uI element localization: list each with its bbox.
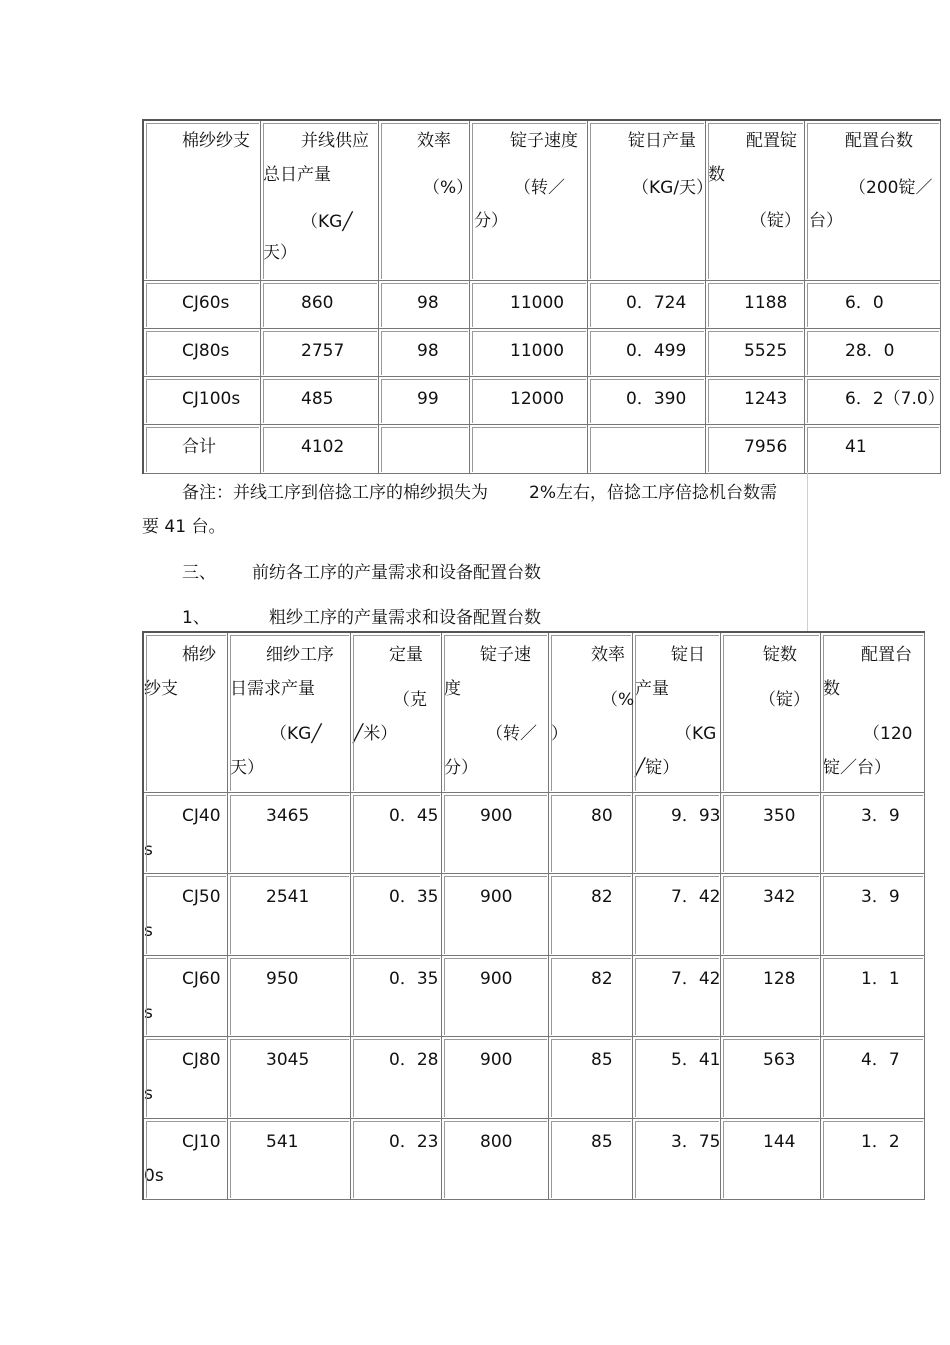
header-spindle-speed: 锭子速 度 （转／ 分）: [442, 633, 549, 793]
table-cell: 0．45: [351, 793, 442, 874]
table-cell: 0．390: [588, 377, 706, 425]
header-spindle-output: 锭日 产量 （KG ╱锭）: [633, 633, 721, 793]
table-cell: 5．41: [633, 1037, 721, 1119]
table-cell: 3045: [228, 1037, 351, 1119]
table-row: CJ10 0s: [144, 1119, 228, 1200]
header-spindle-output: 锭日产量 （KG/天）: [588, 121, 706, 281]
table-cell: 82: [549, 956, 633, 1037]
table-cell: [470, 425, 588, 474]
table-cell: 7．42: [633, 956, 721, 1037]
table-cell: 3．9: [821, 793, 925, 874]
table-cell: 563: [721, 1037, 821, 1119]
table-cell: 85: [549, 1119, 633, 1200]
table-cell: 342: [721, 874, 821, 956]
table-cell: 1．2: [821, 1119, 925, 1200]
table-cell: 98: [379, 329, 470, 377]
section-number: 三、: [182, 563, 216, 583]
subsection-title: 粗纱工序的产量需求和设备配置台数: [269, 608, 541, 628]
table-cell: 41: [805, 425, 941, 474]
table-cell: 2541: [228, 874, 351, 956]
note-line-1a: 备注：并线工序到倍捻工序的棉纱损失为: [182, 483, 488, 503]
table-cell: 9．93: [633, 793, 721, 874]
table-cell: 6．2（7.0）: [805, 377, 941, 425]
header-efficiency: 效率 （% ）: [549, 633, 633, 793]
table-cell: 950: [228, 956, 351, 1037]
table-cell: 3465: [228, 793, 351, 874]
table-cell: 0．28: [351, 1037, 442, 1119]
table-cell: 3．75: [633, 1119, 721, 1200]
table-cell: 900: [442, 956, 549, 1037]
table-row: CJ100s: [144, 377, 261, 425]
header-weight: 定量 （克 ╱米）: [351, 633, 442, 793]
table-cell: 2757: [261, 329, 379, 377]
table-cell: 99: [379, 377, 470, 425]
table-cell: 541: [228, 1119, 351, 1200]
table-cell: 0．724: [588, 281, 706, 329]
table-cell: 0．35: [351, 874, 442, 956]
subsection-number: 1、: [182, 608, 210, 628]
table-row: CJ60 s: [144, 956, 228, 1037]
table-cell: 800: [442, 1119, 549, 1200]
table-cell: 7．42: [633, 874, 721, 956]
table-cell: 1．1: [821, 956, 925, 1037]
table-cell: 1188: [706, 281, 805, 329]
table-cell: 485: [261, 377, 379, 425]
table-cell: 144: [721, 1119, 821, 1200]
table-row: CJ80 s: [144, 1037, 228, 1119]
header-total-output: 并线供应 总日产量 （KG╱ 天）: [261, 121, 379, 281]
header-spindle-count: 配置锭 数 （锭）: [706, 121, 805, 281]
table-cell: 4．7: [821, 1037, 925, 1119]
table-cell: 4102: [261, 425, 379, 474]
table-cell: [588, 425, 706, 474]
table-cell: [379, 425, 470, 474]
table-row: CJ50 s: [144, 874, 228, 956]
spinning-machine-table: [142, 119, 945, 474]
table-cell: 7956: [706, 425, 805, 474]
table-cell: 0．499: [588, 329, 706, 377]
note-line-2: 要 41 台。: [142, 517, 226, 537]
header-daily-demand: 细纱工序 日需求产量 （KG╱ 天）: [228, 633, 351, 793]
section-title: 前纺各工序的产量需求和设备配置台数: [252, 563, 541, 583]
table-cell: 98: [379, 281, 470, 329]
table-cell: 11000: [470, 329, 588, 377]
table-cell: 80: [549, 793, 633, 874]
header-machine-count: 配置台 数 （120 锭／台）: [821, 633, 925, 793]
table-cell: 82: [549, 874, 633, 956]
header-spindle-speed: 锭子速度 （转／ 分）: [470, 121, 588, 281]
table-cell: 3．9: [821, 874, 925, 956]
header-efficiency: 效率 （%）: [379, 121, 470, 281]
table-row: 合计: [144, 425, 261, 474]
table-cell: 900: [442, 793, 549, 874]
table-row: CJ80s: [144, 329, 261, 377]
table-cell: 1243: [706, 377, 805, 425]
table-cell: 0．23: [351, 1119, 442, 1200]
table-cell: 12000: [470, 377, 588, 425]
header-yarn-count: 棉纱纱支: [144, 121, 261, 281]
table-cell: 5525: [706, 329, 805, 377]
table-cell: 28．0: [805, 329, 941, 377]
table-cell: 11000: [470, 281, 588, 329]
note-line-1b: 2%左右，倍捻工序倍捻机台数需: [529, 483, 777, 503]
header-yarn-count: 棉纱 纱支: [144, 633, 228, 793]
table-cell: 85: [549, 1037, 633, 1119]
table-row: CJ40 s: [144, 793, 228, 874]
table-cell: 6．0: [805, 281, 941, 329]
table-cell: 900: [442, 874, 549, 956]
table-cell: 900: [442, 1037, 549, 1119]
header-spindle-count: 锭数 （锭）: [721, 633, 821, 793]
header-machine-count: 配置台数 （200锭／ 台）: [805, 121, 941, 281]
table-row: CJ60s: [144, 281, 261, 329]
table-cell: 128: [721, 956, 821, 1037]
table-cell: 0．35: [351, 956, 442, 1037]
roving-process-table: [142, 631, 925, 1200]
table-cell: 350: [721, 793, 821, 874]
table-cell: 860: [261, 281, 379, 329]
